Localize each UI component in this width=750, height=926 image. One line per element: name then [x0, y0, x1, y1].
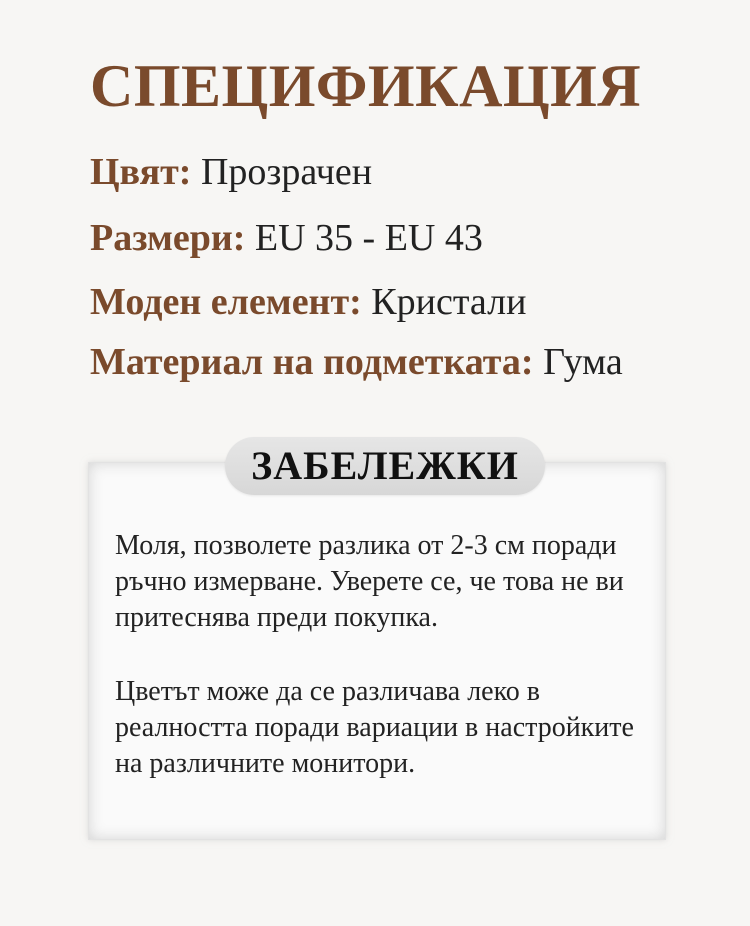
note-paragraph-measurement: Моля, позволете разлика от 2-3 см поради ръчно измерване. Уверете се, че това не ви притеснява преди покупка.	[115, 530, 624, 633]
spec-row-sole-material	[90, 340, 623, 384]
notes-title: ЗАБЕЛЕЖКИ	[251, 443, 519, 488]
spec-label-sizes: Размери:	[90, 217, 246, 259]
spec-label-color: Цвят:	[90, 151, 192, 193]
notes-title-badge	[225, 437, 545, 495]
spec-row-color	[90, 150, 372, 194]
notes-panel	[88, 462, 666, 840]
spec-value-fashion-element: Кристали	[371, 281, 527, 323]
specification-title: СПЕЦИФИКАЦИЯ	[90, 53, 642, 119]
spec-row-sizes	[90, 216, 483, 260]
note-paragraph-color-variation: Цветът може да се различава леко в реалността поради вариации в настройките на различните монитори.	[115, 676, 634, 779]
spec-value-sole-material: Гума	[543, 341, 623, 383]
spec-label-fashion-element: Моден елемент:	[90, 281, 362, 323]
spec-value-sizes: EU 35 - EU 43	[254, 217, 483, 259]
spec-value-color: Прозрачен	[200, 151, 373, 193]
spec-label-sole-material: Материал на подметката:	[90, 341, 534, 383]
spec-row-fashion-element	[90, 280, 526, 324]
